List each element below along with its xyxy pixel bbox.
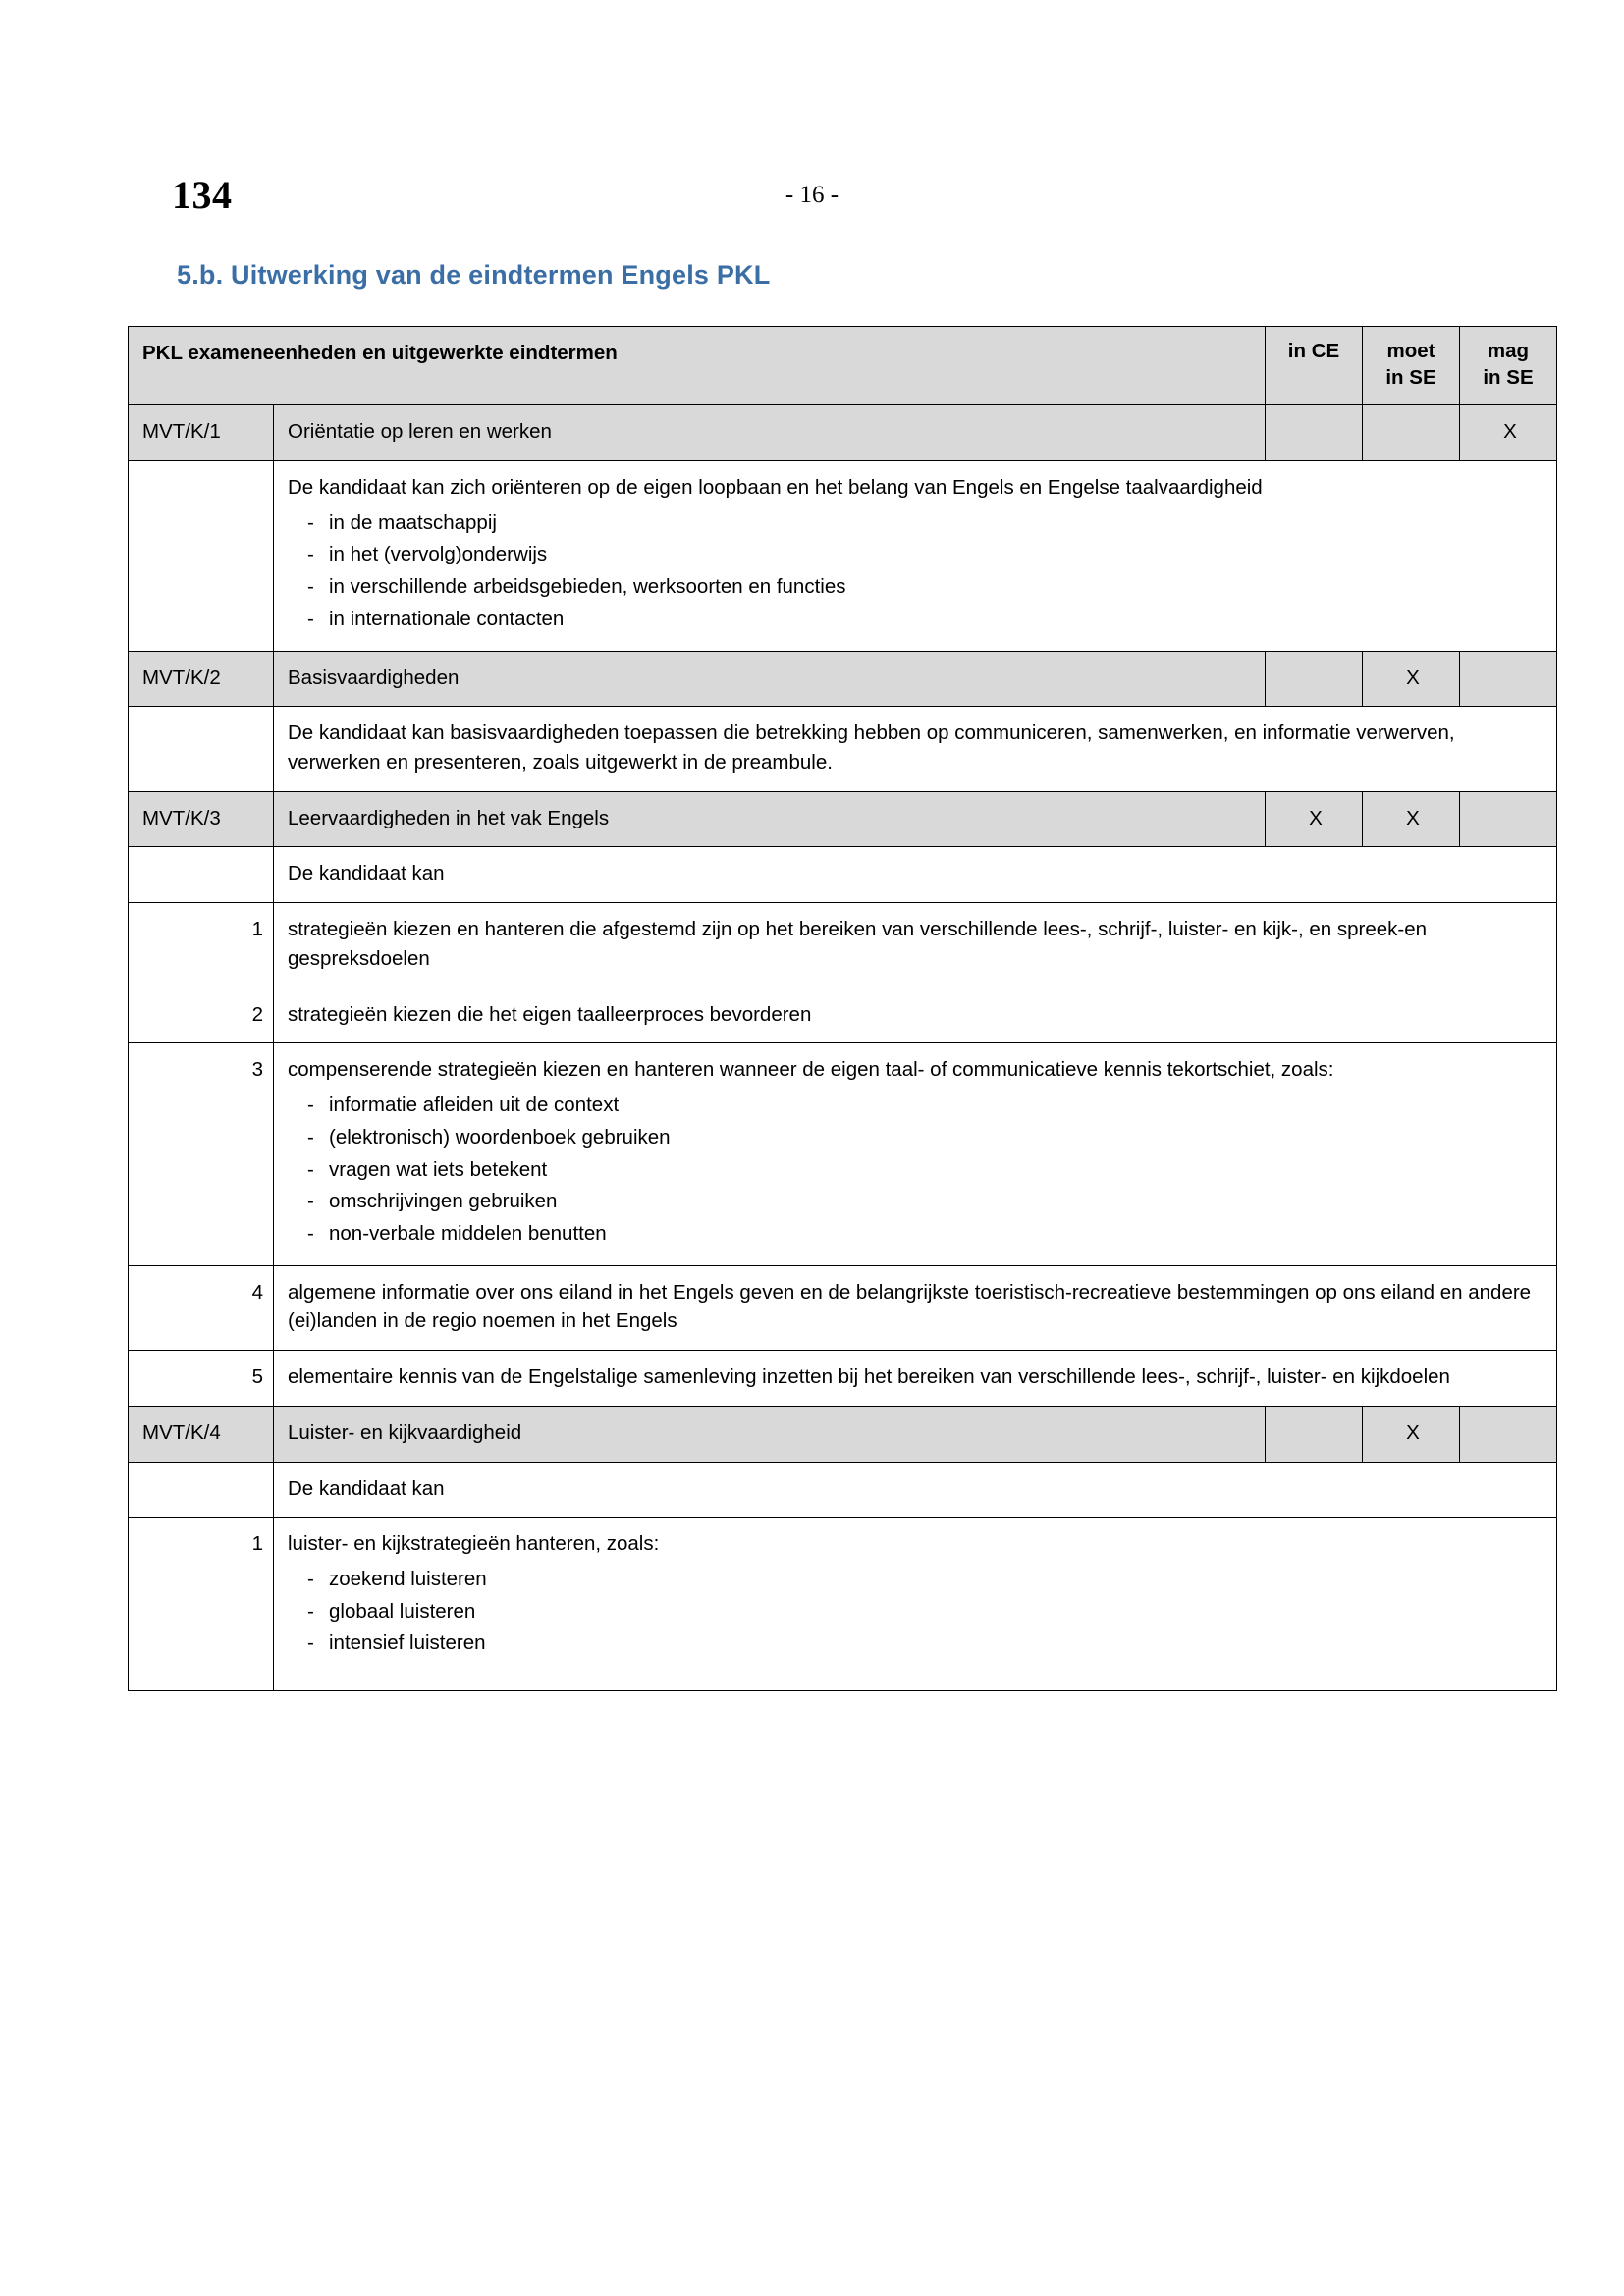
item-number: 1 xyxy=(129,903,274,988)
column-header-ce: in CE xyxy=(1266,327,1363,405)
row-content-k1 xyxy=(274,461,1557,652)
list-item: - in internationale contacten xyxy=(288,605,1546,634)
row-moet-k1 xyxy=(1363,405,1460,461)
table-header-row xyxy=(129,327,1557,405)
column-header-mag-line1: mag xyxy=(1487,340,1530,362)
item-number: 4 xyxy=(129,1265,274,1350)
row-intro-k4: De kandidaat kan xyxy=(288,1476,445,1500)
table-row xyxy=(129,1265,1557,1350)
list-item: - in verschillende arbeidsgebieden, werksoorten en functies xyxy=(288,572,1546,602)
row-ce-k3: X xyxy=(1266,791,1363,847)
list-item: - non-verbale middelen benutten xyxy=(288,1219,1546,1249)
table-row xyxy=(129,988,1557,1043)
column-header-moet xyxy=(1363,327,1460,405)
list-item: - in het (vervolg)onderwijs xyxy=(288,540,1546,569)
row-title-k1: Oriëntatie op leren en werken xyxy=(274,405,1266,461)
row-ce-k4 xyxy=(1266,1406,1363,1462)
table-row xyxy=(129,1406,1557,1462)
item-text: algemene informatie over ons eiland in het Engels geven en de belangrijkste toeristisch-recreatieve bestemmingen op ons eiland en andere (ei)landen in de regio noemen in het Engels xyxy=(274,1265,1557,1350)
list-item: - (elektronisch) woordenboek gebruiken xyxy=(288,1123,1546,1152)
table-header xyxy=(129,327,1557,405)
column-header-mag xyxy=(1460,327,1557,405)
list-item: - vragen wat iets betekent xyxy=(288,1155,1546,1185)
table-row xyxy=(129,1043,1557,1265)
item-number: 1 xyxy=(129,1518,274,1691)
list-item: - informatie afleiden uit de context xyxy=(288,1091,1546,1120)
row-code-k4: MVT/K/4 xyxy=(129,1406,274,1462)
row-moet-k3: X xyxy=(1363,791,1460,847)
table-row xyxy=(129,461,1557,652)
list-item: - omschrijvingen gebruiken xyxy=(288,1187,1546,1216)
column-header-moet-line1: moet xyxy=(1386,340,1435,362)
page-header xyxy=(128,172,1496,240)
row-mag-k4 xyxy=(1460,1406,1557,1462)
item-text: compenserende strategieën kiezen en hanteren wanneer de eigen taal- of communicatieve kennis tekortschiet, zoals: xyxy=(288,1058,1334,1082)
item-number: 3 xyxy=(129,1043,274,1265)
item-text: strategieën kiezen en hanteren die afgestemd zijn op het bereiken van verschillende lees-, schrijf-, luister- en kijk-, en spreek-en gespreksdoelen xyxy=(274,903,1557,988)
row-content-k2 xyxy=(274,707,1557,791)
row-code-empty xyxy=(129,1462,274,1518)
row-title-k4: Luister- en kijkvaardigheid xyxy=(274,1406,1266,1462)
list-item: - in de maatschappij xyxy=(288,508,1546,538)
row-intro-cell-k3 xyxy=(274,847,1557,903)
row-moet-k2: X xyxy=(1363,651,1460,707)
table-row xyxy=(129,707,1557,791)
row-intro-cell-k4 xyxy=(274,1462,1557,1518)
row-code-k1: MVT/K/1 xyxy=(129,405,274,461)
section-heading: 5.b. Uitwerking van de eindtermen Engels PKL xyxy=(177,260,771,290)
row-code-empty xyxy=(129,847,274,903)
item-content xyxy=(274,1518,1557,1691)
column-header-main: PKL exameneenheden en uitgewerkte eindtermen xyxy=(129,327,1266,405)
row-intro-k1: De kandidaat kan zich oriënteren op de eigen loopbaan en het belang van Engels en Engelse taalvaardigheid xyxy=(288,476,1263,499)
row-ce-k1 xyxy=(1266,405,1363,461)
row-mag-k2 xyxy=(1460,651,1557,707)
row-code-empty xyxy=(129,707,274,791)
column-header-mag-line2: in SE xyxy=(1483,365,1534,389)
row-title-k3: Leervaardigheden in het vak Engels xyxy=(274,791,1266,847)
row-title-k2: Basisvaardigheden xyxy=(274,651,1266,707)
table-row xyxy=(129,405,1557,461)
table-row xyxy=(129,651,1557,707)
row-mag-k1: X xyxy=(1460,405,1557,461)
column-header-moet-line2: in SE xyxy=(1385,365,1436,389)
item-number: 5 xyxy=(129,1351,274,1407)
table-row xyxy=(129,903,1557,988)
bullet-list-k1 xyxy=(288,508,1546,634)
bullet-list-k3-3 xyxy=(288,1091,1546,1249)
item-text: elementaire kennis van de Engelstalige samenleving inzetten bij het bereiken van verschillende lees-, schrijf-, luister- en kijkdoelen xyxy=(274,1351,1557,1407)
list-item: - globaal luisteren xyxy=(288,1597,1546,1627)
row-ce-k2 xyxy=(1266,651,1363,707)
eindtermen-table xyxy=(128,326,1557,1691)
item-text: luister- en kijkstrategieën hanteren, zoals: xyxy=(288,1532,660,1556)
item-number: 2 xyxy=(129,988,274,1043)
row-code-k3: MVT/K/3 xyxy=(129,791,274,847)
bullet-list-k4-1 xyxy=(288,1565,1546,1658)
row-intro-k2: De kandidaat kan basisvaardigheden toepassen die betrekking hebben op communiceren, samenwerken, en informatie verwerven, verwerken en presenteren, zoals uitgewerkt in de preambule. xyxy=(288,721,1455,774)
row-intro-k3: De kandidaat kan xyxy=(288,862,445,885)
table-row xyxy=(129,847,1557,903)
row-mag-k3 xyxy=(1460,791,1557,847)
table-row xyxy=(129,1462,1557,1518)
row-moet-k4: X xyxy=(1363,1406,1460,1462)
table-row xyxy=(129,1351,1557,1407)
item-content xyxy=(274,1043,1557,1265)
list-item: - intensief luisteren xyxy=(288,1629,1546,1658)
document-number: 134 xyxy=(172,173,233,217)
page-number: - 16 - xyxy=(785,182,839,208)
list-item: - zoekend luisteren xyxy=(288,1565,1546,1594)
table-row xyxy=(129,1518,1557,1691)
row-code-k2: MVT/K/2 xyxy=(129,651,274,707)
row-code-empty xyxy=(129,461,274,652)
item-text: strategieën kiezen die het eigen taalleerproces bevorderen xyxy=(274,988,1557,1043)
table-row xyxy=(129,791,1557,847)
